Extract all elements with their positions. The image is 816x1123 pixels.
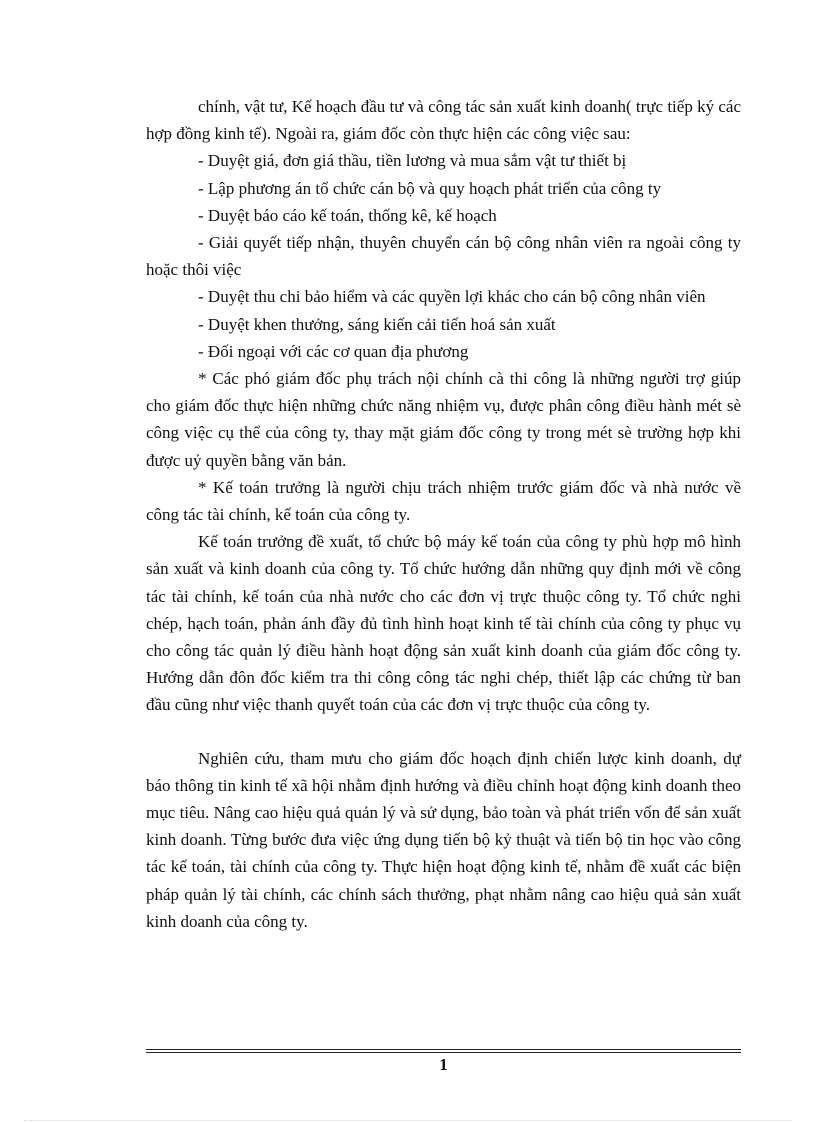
paragraph-chief-accountant: * Kế toán trưởng là người chịu trách nhiệm trước giám đốc và nhà nước về công tác tài chính, kế toán của công ty.: [146, 477, 741, 525]
duty-item: - Đối ngoại với các cơ quan địa phương: [198, 341, 469, 361]
document-body: [146, 93, 741, 935]
duty-item: - Duyệt giá, đơn giá thầu, tiền lương và mua sắm vật tư thiết bị: [198, 151, 627, 171]
paragraph-continuation: chính, vật tư, Kế hoạch đầu tư và công tác sản xuất kinh doanh( trực tiếp ký các hợp đồng kinh tế). Ngoài ra, giám đốc còn thực hiện các công việc sau:: [146, 97, 741, 144]
duty-item: - Giải quyết tiếp nhận, thuyên chuyển cán bộ công nhân viên ra ngoài công ty hoặc thôi việc: [146, 233, 741, 280]
page-edge-divider: [24, 1120, 792, 1121]
duty-item: - Duyệt thu chi bảo hiểm và các quyền lợi khác cho cán bộ công nhân viên: [198, 287, 706, 307]
footer-rule: [146, 1049, 741, 1050]
paragraph-deputy-directors: * Các phó giám đốc phụ trách nội chính cà thi công là những người trợ giúp cho giám đốc thực hiện những chức năng nhiệm vụ, được phân công điều hành mét sè công việc cụ thể của công ty, thay mặt giám đốc công ty trong mét sè trường hợp khi được uỷ quyền bằng văn bản.: [146, 369, 741, 470]
footer-rule: [146, 1052, 741, 1053]
paragraph-accounting-duties: Kế toán trưởng đề xuất, tổ chức bộ máy kế toán của công ty phù hợp mô hình sản xuất và kinh doanh của công ty. Tổ chức hướng dẫn những quy định mới về công tác tài chính, kế toán của nhà nước cho các đơn vị trực thuộc công ty. Tổ chức nghi chép, hạch toán, phản ánh đầy đủ tình hình hoạt kinh tế tài chính của công ty phục vụ cho công tác quản lý điều hành hoạt động sản xuất kinh doanh của giám đốc công ty. Hướng dẫn đôn đốc kiểm tra thi công công tác nghi chép, thiết lập các chứng từ ban đầu cũng như việc thanh quyết toán của các đơn vị trực thuộc của công ty.: [146, 532, 741, 715]
duty-item: - Lập phương án tổ chức cán bộ và quy hoạch phát triển của công ty: [198, 178, 662, 198]
page-number: 1: [439, 1055, 448, 1074]
duty-item: - Duyệt khen thưởng, sáng kiến cải tiến hoá sản xuất: [198, 314, 556, 334]
paragraph-research-advisory: Nghiên cứu, tham mưu cho giám đốc hoạch định chiến lược kinh doanh, dự báo thông tin kinh tế xã hội nhằm định hướng và điều chỉnh hoạt động kinh doanh theo mục tiêu. Nâng cao hiệu quả quản lý và sử dụng, bảo toàn và phát triển vốn để sản xuất kinh doanh. Từng bước đưa việc ứng dụng tiến bộ kỷ thuật và tiến bộ tin học vào công tác kế toán, tài chính của công ty. Thực hiện hoạt động kinh tế, nhằm đề xuất các biện pháp quản lý tài chính, các chính sách thưởng, phạt nhằm nâng cao hiệu quả sản xuất kinh doanh của công ty.: [146, 748, 741, 931]
duty-item: - Duyệt báo cáo kế toán, thống kê, kế hoạch: [198, 205, 497, 225]
